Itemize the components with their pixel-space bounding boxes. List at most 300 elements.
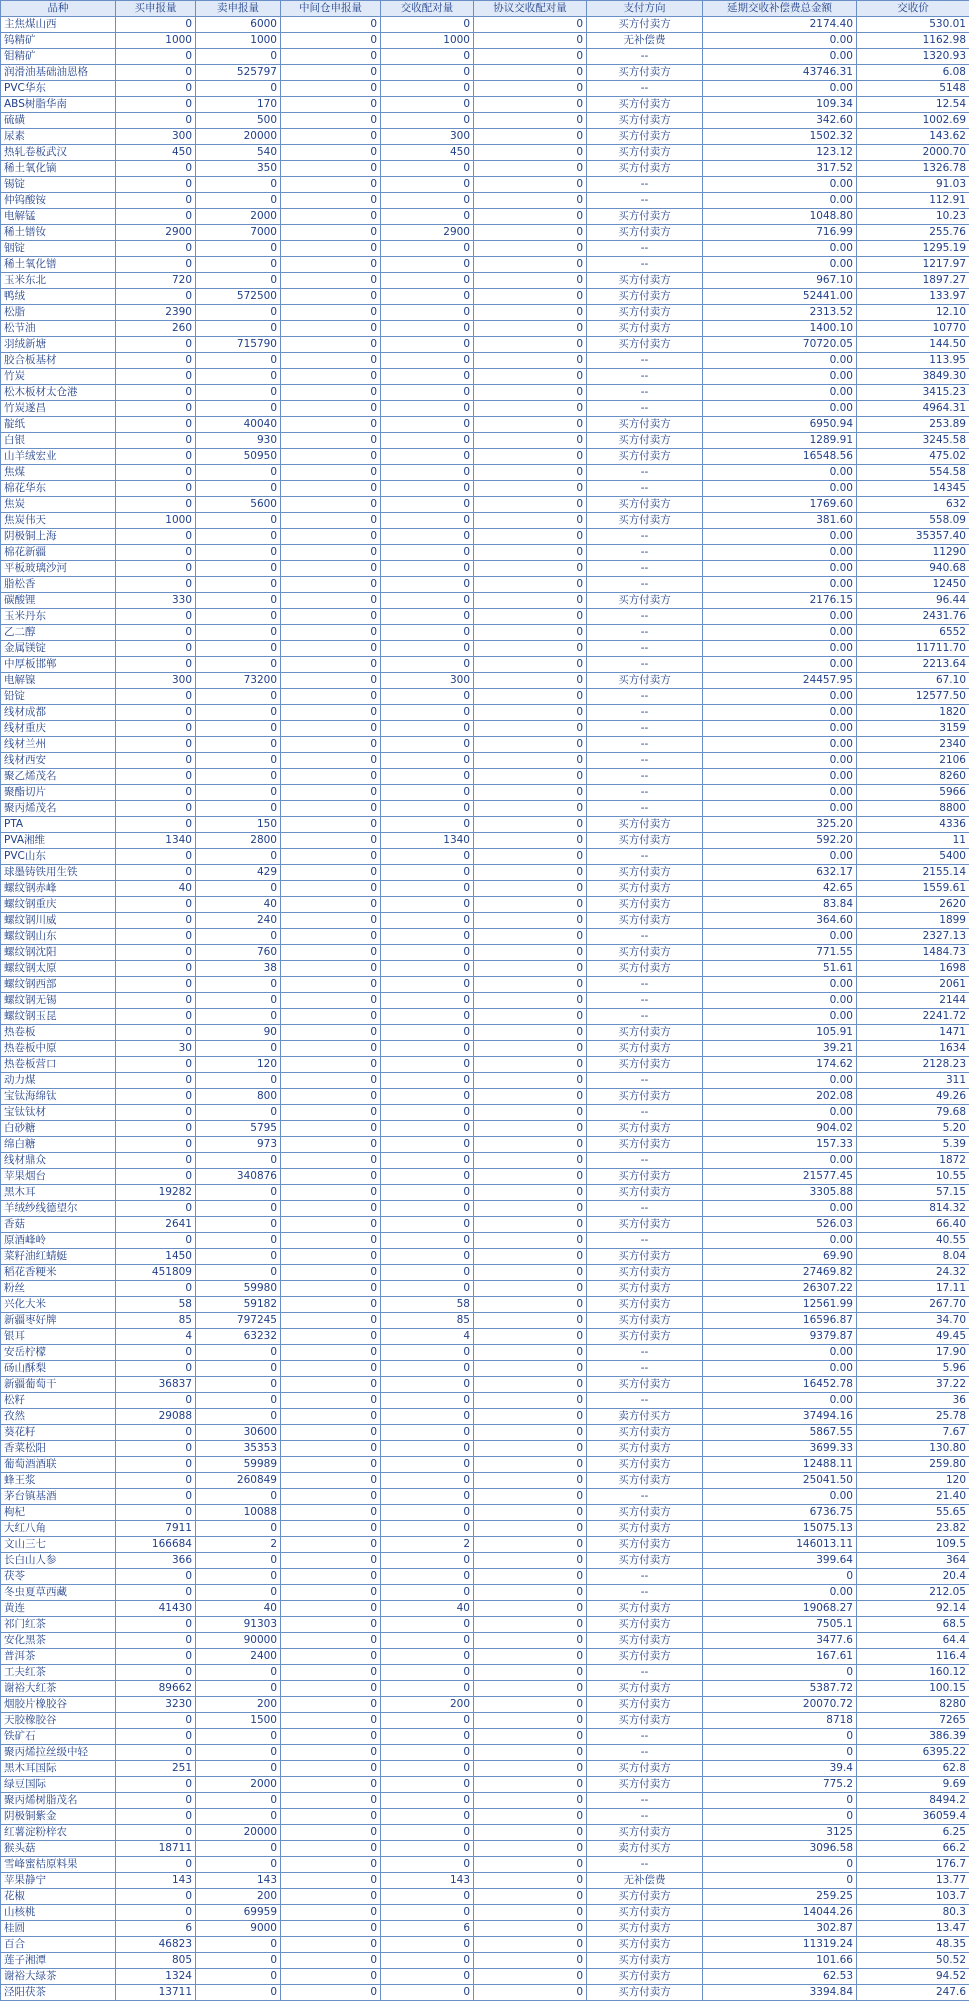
deferred-compensation-cell: 526.03 [703,1217,857,1233]
product-cell: 原酒峰岭 [1,1233,116,1249]
delivery-price-cell: 8494.2 [857,1793,969,1809]
payment-direction-cell: 买方付卖方 [587,161,703,177]
deferred-compensation-cell: 202.08 [703,1089,857,1105]
deferred-compensation-cell: 1400.10 [703,321,857,337]
delivery-matched-cell: 0 [381,433,474,449]
delivery-matched-cell: 0 [381,817,474,833]
payment-direction-cell: 买方付卖方 [587,97,703,113]
payment-direction-cell: 买方付卖方 [587,833,703,849]
intermediate-declared-cell: 0 [281,369,381,385]
buy-declared-cell: 143 [116,1873,196,1889]
sell-declared-cell: 0 [196,1857,281,1873]
table-row [1,353,969,369]
sell-declared-cell: 0 [196,577,281,593]
delivery-price-cell: 133.97 [857,289,969,305]
payment-direction-cell: 买方付卖方 [587,1185,703,1201]
agreement-matched-cell: 0 [474,1521,587,1537]
intermediate-declared-cell: 0 [281,97,381,113]
intermediate-declared-cell: 0 [281,161,381,177]
delivery-price-cell: 49.45 [857,1329,969,1345]
table-row [1,1905,969,1921]
product-cell: 螺纹钢西部 [1,977,116,993]
delivery-price-cell: 109.5 [857,1537,969,1553]
product-cell: 胶合板基材 [1,353,116,369]
delivery-price-cell: 1559.61 [857,881,969,897]
payment-direction-cell: 买方付卖方 [587,1137,703,1153]
intermediate-declared-cell: 0 [281,1665,381,1681]
buy-declared-cell: 0 [116,193,196,209]
table-row [1,1569,969,1585]
agreement-matched-cell: 0 [474,945,587,961]
deferred-compensation-cell: 0.00 [703,641,857,657]
delivery-matched-cell: 2 [381,1537,474,1553]
intermediate-declared-cell: 0 [281,1105,381,1121]
delivery-price-cell: 66.2 [857,1841,969,1857]
buy-declared-cell: 0 [116,1809,196,1825]
sell-declared-cell: 69959 [196,1905,281,1921]
payment-direction-cell: -- [587,1745,703,1761]
buy-declared-cell: 1340 [116,833,196,849]
sell-declared-cell: 0 [196,849,281,865]
buy-declared-cell: 0 [116,625,196,641]
payment-direction-cell: -- [587,577,703,593]
buy-declared-cell: 0 [116,1793,196,1809]
delivery-price-cell: 2000.70 [857,145,969,161]
intermediate-declared-cell: 0 [281,1921,381,1937]
agreement-matched-cell: 0 [474,513,587,529]
payment-direction-cell: 买方付卖方 [587,1329,703,1345]
intermediate-declared-cell: 0 [281,145,381,161]
sell-declared-cell: 540 [196,145,281,161]
deferred-compensation-cell: 0 [703,1665,857,1681]
delivery-matched-cell: 0 [381,49,474,65]
sell-declared-cell: 0 [196,769,281,785]
product-cell: 线材兰州 [1,737,116,753]
delivery-price-cell: 1899 [857,913,969,929]
payment-direction-cell: 买方付卖方 [587,1121,703,1137]
payment-direction-cell: -- [587,625,703,641]
product-cell: 球墨铸铁用生铁 [1,865,116,881]
table-row [1,721,969,737]
delivery-matched-cell: 0 [381,113,474,129]
buy-declared-cell: 720 [116,273,196,289]
agreement-matched-cell: 0 [474,673,587,689]
buy-declared-cell: 330 [116,593,196,609]
buy-declared-cell: 0 [116,1089,196,1105]
delivery-matched-cell: 0 [381,1825,474,1841]
delivery-price-cell: 62.8 [857,1761,969,1777]
deferred-compensation-cell: 43746.31 [703,65,857,81]
intermediate-declared-cell: 0 [281,817,381,833]
payment-direction-cell: 买方付卖方 [587,1713,703,1729]
deferred-compensation-cell: 0.00 [703,529,857,545]
delivery-price-cell: 1217.97 [857,257,969,273]
sell-declared-cell: 0 [196,1521,281,1537]
agreement-matched-cell: 0 [474,1905,587,1921]
buy-declared-cell: 0 [116,465,196,481]
payment-direction-cell: 买方付卖方 [587,1969,703,1985]
product-cell: 竹炭 [1,369,116,385]
delivery-price-cell: 8.04 [857,1249,969,1265]
table-row [1,1665,969,1681]
buy-declared-cell: 0 [116,177,196,193]
delivery-matched-cell: 0 [381,1841,474,1857]
delivery-matched-cell: 0 [381,849,474,865]
product-cell: 靛纸 [1,417,116,433]
table-row [1,449,969,465]
delivery-matched-cell: 0 [381,385,474,401]
sell-declared-cell: 0 [196,1217,281,1233]
delivery-matched-cell: 300 [381,129,474,145]
delivery-price-cell: 96.44 [857,593,969,609]
table-row [1,1649,969,1665]
deferred-compensation-cell: 364.60 [703,913,857,929]
intermediate-declared-cell: 0 [281,1937,381,1953]
product-cell: 稀土氧化镝 [1,161,116,177]
sell-declared-cell: 200 [196,1889,281,1905]
payment-direction-cell: -- [587,481,703,497]
table-row [1,801,969,817]
payment-direction-cell: 买方付卖方 [587,1905,703,1921]
intermediate-declared-cell: 0 [281,1393,381,1409]
intermediate-declared-cell: 0 [281,417,381,433]
deferred-compensation-cell: 0.00 [703,769,857,785]
intermediate-declared-cell: 0 [281,1825,381,1841]
product-cell: 棉花华东 [1,481,116,497]
sell-declared-cell: 0 [196,1041,281,1057]
table-row [1,609,969,625]
sell-declared-cell: 0 [196,513,281,529]
sell-declared-cell: 5795 [196,1121,281,1137]
buy-declared-cell: 0 [116,1105,196,1121]
table-row [1,1857,969,1873]
delivery-price-cell: 364 [857,1553,969,1569]
payment-direction-cell: -- [587,1201,703,1217]
buy-declared-cell: 0 [116,17,196,33]
sell-declared-cell: 260849 [196,1473,281,1489]
payment-direction-cell: 买方付卖方 [587,305,703,321]
deferred-compensation-cell: 0.00 [703,193,857,209]
intermediate-declared-cell: 0 [281,1313,381,1329]
sell-declared-cell: 797245 [196,1313,281,1329]
payment-direction-cell: -- [587,1569,703,1585]
intermediate-declared-cell: 0 [281,1041,381,1057]
product-cell: PVA湘维 [1,833,116,849]
delivery-price-cell: 5.39 [857,1137,969,1153]
deferred-compensation-cell: 302.87 [703,1921,857,1937]
product-cell: 热轧卷板武汉 [1,145,116,161]
intermediate-declared-cell: 0 [281,961,381,977]
payment-direction-cell: 买方付卖方 [587,1377,703,1393]
payment-direction-cell: -- [587,1393,703,1409]
delivery-matched-cell: 0 [381,1809,474,1825]
delivery-price-cell: 113.95 [857,353,969,369]
deferred-compensation-cell: 0 [703,1745,857,1761]
intermediate-declared-cell: 0 [281,1649,381,1665]
buy-declared-cell: 450 [116,145,196,161]
product-cell: 莲子湘潭 [1,1953,116,1969]
delivery-matched-cell: 0 [381,1137,474,1153]
delivery-matched-cell: 0 [381,1217,474,1233]
delivery-matched-cell: 0 [381,737,474,753]
buy-declared-cell: 41430 [116,1601,196,1617]
agreement-matched-cell: 0 [474,401,587,417]
header-payment-direction: 支付方向 [587,1,703,17]
table-row [1,369,969,385]
sell-declared-cell: 350 [196,161,281,177]
intermediate-declared-cell: 0 [281,481,381,497]
table-row [1,1249,969,1265]
table-row [1,401,969,417]
deferred-compensation-cell: 2313.52 [703,305,857,321]
product-cell: 黑木耳国际 [1,1761,116,1777]
buy-declared-cell: 0 [116,1857,196,1873]
delivery-matched-cell: 0 [381,337,474,353]
intermediate-declared-cell: 0 [281,897,381,913]
delivery-price-cell: 2144 [857,993,969,1009]
deferred-compensation-cell: 0 [703,1569,857,1585]
table-row [1,705,969,721]
intermediate-declared-cell: 0 [281,1889,381,1905]
delivery-matched-cell: 0 [381,305,474,321]
product-cell: 铅锭 [1,689,116,705]
intermediate-declared-cell: 0 [281,289,381,305]
intermediate-declared-cell: 0 [281,593,381,609]
delivery-price-cell: 4964.31 [857,401,969,417]
intermediate-declared-cell: 0 [281,609,381,625]
table-row [1,545,969,561]
delivery-price-cell: 176.7 [857,1857,969,1873]
delivery-price-cell: 3849.30 [857,369,969,385]
sell-declared-cell: 2 [196,1537,281,1553]
table-row [1,1537,969,1553]
delivery-price-cell: 13.47 [857,1921,969,1937]
deferred-compensation-cell: 0 [703,1793,857,1809]
delivery-price-cell: 7.67 [857,1425,969,1441]
buy-declared-cell: 0 [116,977,196,993]
deferred-compensation-cell: 2174.40 [703,17,857,33]
product-cell: 金属镁锭 [1,641,116,657]
table-row [1,305,969,321]
agreement-matched-cell: 0 [474,225,587,241]
delivery-matched-cell: 0 [381,1441,474,1457]
deferred-compensation-cell: 0.00 [703,577,857,593]
buy-declared-cell: 0 [116,161,196,177]
product-cell: 松木板材太仓港 [1,385,116,401]
intermediate-declared-cell: 0 [281,1905,381,1921]
intermediate-declared-cell: 0 [281,1857,381,1873]
deferred-compensation-cell: 0.00 [703,481,857,497]
table-row [1,193,969,209]
table-row [1,1793,969,1809]
deferred-compensation-cell: 3699.33 [703,1441,857,1457]
delivery-price-cell: 112.91 [857,193,969,209]
sell-declared-cell: 0 [196,529,281,545]
delivery-matched-cell: 0 [381,785,474,801]
buy-declared-cell: 0 [116,1393,196,1409]
intermediate-declared-cell: 0 [281,1089,381,1105]
deferred-compensation-cell: 0.00 [703,33,857,49]
delivery-matched-cell: 0 [381,913,474,929]
buy-declared-cell: 18711 [116,1841,196,1857]
payment-direction-cell: 买方付卖方 [587,1089,703,1105]
agreement-matched-cell: 0 [474,337,587,353]
agreement-matched-cell: 0 [474,1073,587,1089]
delivery-matched-cell: 0 [381,657,474,673]
buy-declared-cell: 0 [116,113,196,129]
intermediate-declared-cell: 0 [281,321,381,337]
product-cell: 碳酸锂 [1,593,116,609]
sell-declared-cell: 2000 [196,1777,281,1793]
buy-declared-cell: 0 [116,81,196,97]
buy-declared-cell: 46823 [116,1937,196,1953]
payment-direction-cell: 买方付卖方 [587,449,703,465]
deferred-compensation-cell: 592.20 [703,833,857,849]
table-row [1,1105,969,1121]
delivery-price-cell: 36 [857,1393,969,1409]
product-cell: ABS树脂华南 [1,97,116,113]
agreement-matched-cell: 0 [474,1057,587,1073]
intermediate-declared-cell: 0 [281,1745,381,1761]
sell-declared-cell: 1000 [196,33,281,49]
agreement-matched-cell: 0 [474,1041,587,1057]
delivery-matched-cell: 0 [381,689,474,705]
agreement-matched-cell: 0 [474,977,587,993]
payment-direction-cell: -- [587,657,703,673]
delivery-matched-cell: 0 [381,1009,474,1025]
delivery-matched-cell: 0 [381,1761,474,1777]
sell-declared-cell: 0 [196,1793,281,1809]
intermediate-declared-cell: 0 [281,1281,381,1297]
table-row [1,673,969,689]
buy-declared-cell: 0 [116,1361,196,1377]
payment-direction-cell: 买方付卖方 [587,1313,703,1329]
delivery-price-cell: 2340 [857,737,969,753]
delivery-matched-cell: 0 [381,1745,474,1761]
intermediate-declared-cell: 0 [281,1345,381,1361]
table-row [1,769,969,785]
buy-declared-cell: 1324 [116,1969,196,1985]
agreement-matched-cell: 0 [474,1761,587,1777]
delivery-price-cell: 14345 [857,481,969,497]
product-cell: 中厚板邯郸 [1,657,116,673]
table-row [1,1713,969,1729]
payment-direction-cell: 买方付卖方 [587,289,703,305]
intermediate-declared-cell: 0 [281,545,381,561]
product-cell: 安化黑茶 [1,1633,116,1649]
agreement-matched-cell: 0 [474,193,587,209]
delivery-price-cell: 66.40 [857,1217,969,1233]
table-row [1,1441,969,1457]
intermediate-declared-cell: 0 [281,497,381,513]
buy-declared-cell: 0 [116,913,196,929]
deferred-compensation-cell: 109.34 [703,97,857,113]
delivery-matched-cell: 143 [381,1873,474,1889]
agreement-matched-cell: 0 [474,481,587,497]
deferred-compensation-cell: 0.00 [703,401,857,417]
deferred-compensation-cell: 123.12 [703,145,857,161]
delivery-matched-cell: 0 [381,177,474,193]
delivery-matched-cell: 0 [381,641,474,657]
deferred-compensation-cell: 0.00 [703,1153,857,1169]
agreement-matched-cell: 0 [474,1105,587,1121]
table-row [1,1377,969,1393]
payment-direction-cell: 买方付卖方 [587,1281,703,1297]
agreement-matched-cell: 0 [474,1985,587,2001]
buy-declared-cell: 300 [116,673,196,689]
payment-direction-cell: 买方付卖方 [587,1649,703,1665]
table-row [1,97,969,113]
delivery-matched-cell: 0 [381,545,474,561]
product-cell: 山核桃 [1,1905,116,1921]
agreement-matched-cell: 0 [474,1233,587,1249]
agreement-matched-cell: 0 [474,305,587,321]
sell-declared-cell: 0 [196,193,281,209]
delivery-price-cell: 1471 [857,1025,969,1041]
table-row [1,641,969,657]
payment-direction-cell: 买方付卖方 [587,1057,703,1073]
table-row [1,1073,969,1089]
agreement-matched-cell: 0 [474,1345,587,1361]
intermediate-declared-cell: 0 [281,1377,381,1393]
buy-declared-cell: 2641 [116,1217,196,1233]
table-row [1,1201,969,1217]
buy-declared-cell: 0 [116,561,196,577]
agreement-matched-cell: 0 [474,529,587,545]
deferred-compensation-cell: 105.91 [703,1025,857,1041]
product-cell: 普洱茶 [1,1649,116,1665]
delivery-price-cell: 6.25 [857,1825,969,1841]
intermediate-declared-cell: 0 [281,257,381,273]
buy-declared-cell: 0 [116,353,196,369]
product-cell: 主焦煤山西 [1,17,116,33]
delivery-price-cell: 7265 [857,1713,969,1729]
intermediate-declared-cell: 0 [281,1441,381,1457]
buy-declared-cell: 0 [116,1169,196,1185]
sell-declared-cell: 0 [196,1761,281,1777]
delivery-matched-cell: 0 [381,81,474,97]
delivery-price-cell: 1820 [857,705,969,721]
payment-direction-cell: 卖方付买方 [587,1841,703,1857]
payment-direction-cell: 买方付卖方 [587,1265,703,1281]
deferred-compensation-cell: 0.00 [703,353,857,369]
payment-direction-cell: 买方付卖方 [587,673,703,689]
table-row [1,513,969,529]
agreement-matched-cell: 0 [474,545,587,561]
delivery-matched-cell: 40 [381,1601,474,1617]
delivery-matched-cell: 2900 [381,225,474,241]
sell-declared-cell: 7000 [196,225,281,241]
agreement-matched-cell: 0 [474,1665,587,1681]
product-cell: 安岳柠檬 [1,1345,116,1361]
agreement-matched-cell: 0 [474,81,587,97]
delivery-matched-cell: 1340 [381,833,474,849]
deferred-compensation-cell: 0.00 [703,1393,857,1409]
delivery-price-cell: 1872 [857,1153,969,1169]
agreement-matched-cell: 0 [474,833,587,849]
delivery-price-cell: 1326.78 [857,161,969,177]
table-row [1,1473,969,1489]
deferred-compensation-cell: 0.00 [703,1105,857,1121]
delivery-price-cell: 143.62 [857,129,969,145]
payment-direction-cell: 买方付卖方 [587,1553,703,1569]
payment-direction-cell: -- [587,705,703,721]
intermediate-declared-cell: 0 [281,1249,381,1265]
sell-declared-cell: 0 [196,1377,281,1393]
payment-direction-cell: 买方付卖方 [587,1937,703,1953]
intermediate-declared-cell: 0 [281,1985,381,2001]
buy-declared-cell: 0 [116,865,196,881]
